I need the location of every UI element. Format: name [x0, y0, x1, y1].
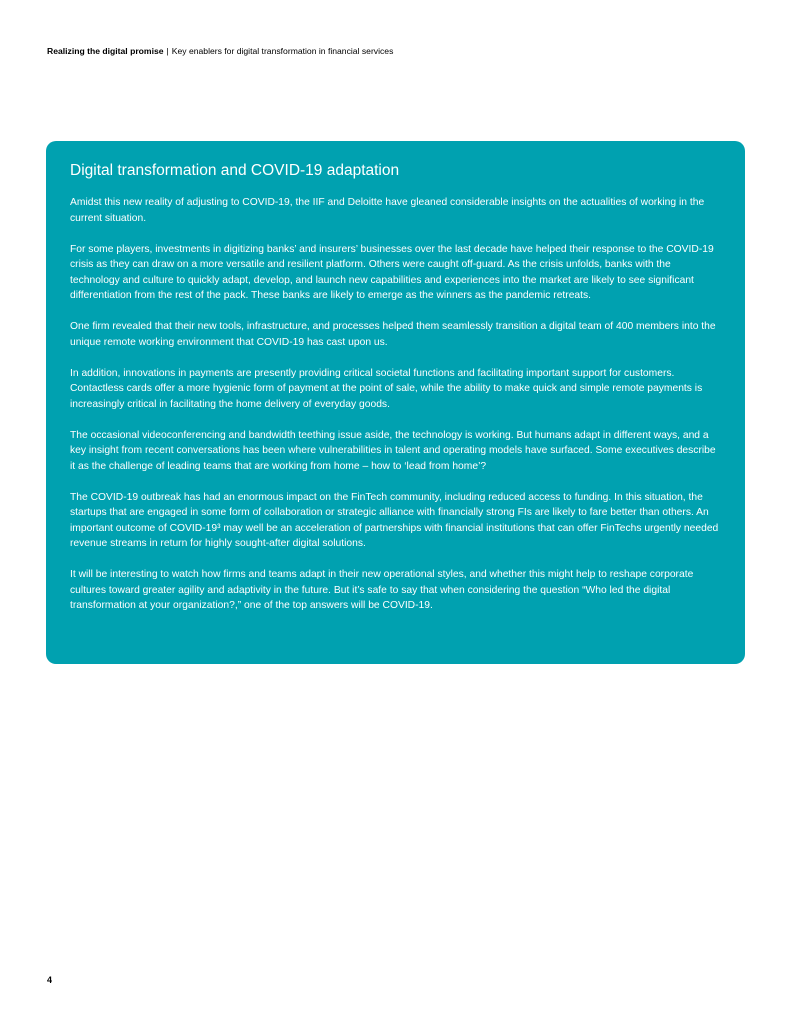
- callout-paragraph: Amidst this new reality of adjusting to COVID-19, the IIF and Deloitte have gleaned considerable insights on the actualities of working in the current situation.: [70, 197, 705, 224]
- document-subtitle: Key enablers for digital transformation in financial services: [171, 46, 394, 56]
- callout-paragraph: It will be interesting to watch how firms and teams adapt in their new operational styles, and whether this might help to reshape corporate cultures toward greater agility and adaptivity in the future. But it’s safe to say that when considering the question “Who led the digital transformation at your organization?,” one of the top answers will be COVID-19.: [70, 569, 694, 611]
- covid-adaptation-callout: [46, 141, 745, 664]
- document-title: Realizing the digital promise: [47, 46, 164, 56]
- callout-paragraph: The occasional videoconferencing and bandwidth teething issue aside, the technology is working. But humans adapt in different ways, and a key insight from recent conversations has been where vulnerabilities in talent and operating models have surfaced. Some executives describe it as the challenge of leading teams that are working from home – how to ‘lead from home’?: [70, 429, 716, 472]
- header-separator: |: [166, 46, 169, 56]
- callout-paragraph: In addition, innovations in payments are presently providing critical societal functions and facilitating important support for customers. Contactless cards offer a more hygienic form of payment at the point of sale, while the ability to make quick and simple remote payments is increasingly critical in facilitating the home delivery of everyday goods.: [70, 367, 703, 410]
- callout-paragraph: The COVID-19 outbreak has had an enormous impact on the FinTech community, including reduced access to funding. In this situation, the startups that are engaged in some form of collaboration or strategic alliance with financially strong FIs are likely to fare better than others. An important outcome of COVID-19³ may well be an acceleration of partnerships with financial institutions that can offer FinTechs urgently needed revenue streams in return for highly sought-after digital solutions.: [70, 491, 719, 549]
- page-number: 4: [47, 975, 53, 985]
- callout-paragraph: One firm revealed that their new tools, infrastructure, and processes helped them seamlessly transition a digital team of 400 members into the unique remote working environment that COVID-19 has cast upon us.: [70, 321, 716, 348]
- callout-heading: Digital transformation and COVID-19 adaptation: [70, 162, 400, 179]
- callout-paragraph: For some players, investments in digitizing banks’ and insurers’ businesses over the last decade have helped their response to the COVID-19 crisis as they can draw on a more versatile and resilient platform. Others were caught off-guard. As the crisis unfolds, banks with the technology and culture to quickly adapt, develop, and launch new capabilities and experiences into the market are likely to see significant differentiation from the rest of the pack. These banks are likely to emerge as the winners as the pandemic retreats.: [70, 243, 714, 301]
- running-header: [47, 45, 393, 57]
